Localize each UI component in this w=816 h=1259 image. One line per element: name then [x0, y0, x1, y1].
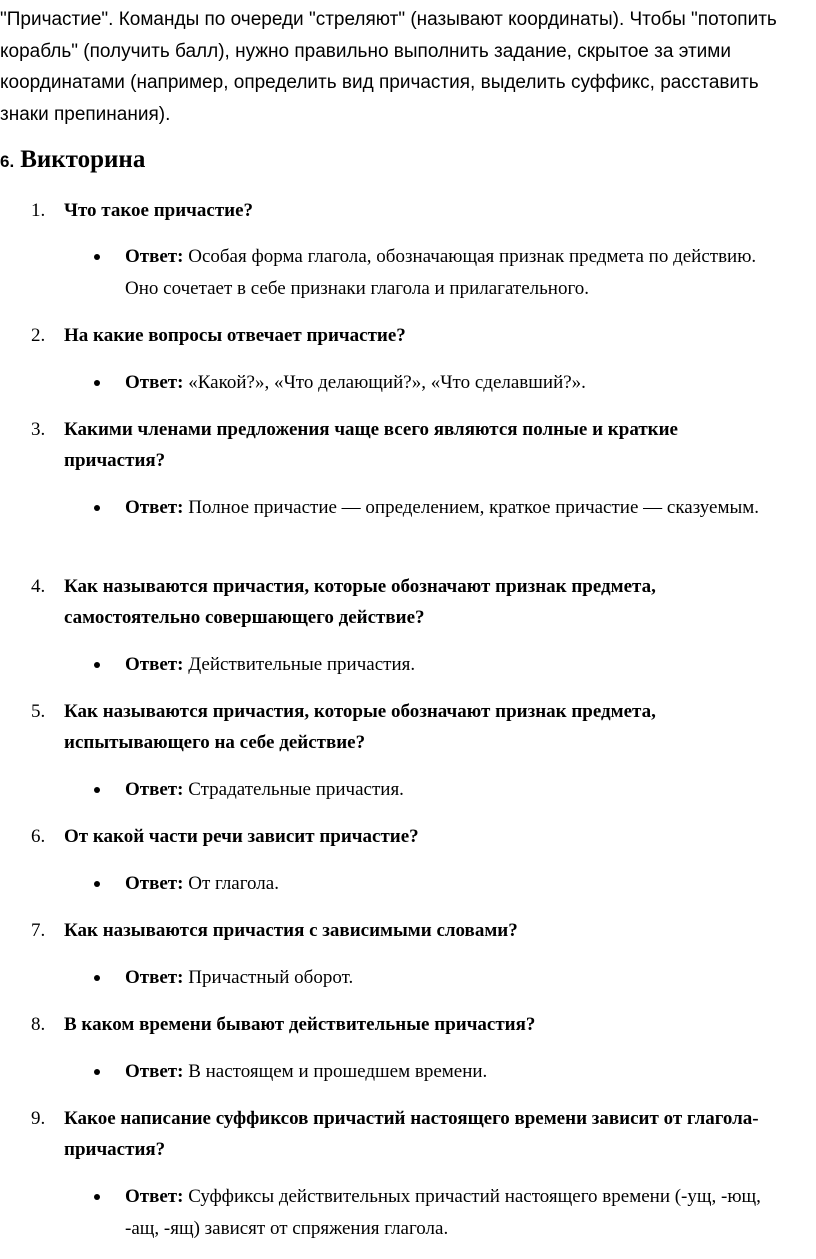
- answer-label: Ответ:: [125, 1061, 184, 1082]
- question-number: 9.: [31, 1108, 46, 1129]
- answer-text: [125, 774, 775, 806]
- answer-text: [125, 1181, 775, 1245]
- question-text: На какие вопросы отвечает причастие?: [64, 325, 406, 346]
- answer-body: От глагола.: [188, 873, 279, 894]
- question-text: Что такое причастие?: [64, 200, 254, 221]
- answer-text: [125, 868, 775, 900]
- question-number: 1.: [31, 200, 46, 221]
- answer-label: Ответ:: [125, 497, 184, 518]
- answer-label: Ответ:: [125, 1186, 184, 1207]
- question-text: Какими членами предложения чаще всего являются полные и краткие причастия?: [64, 419, 678, 471]
- question-text: Как называются причастия с зависимыми словами?: [64, 920, 518, 941]
- section-title: Викторина: [20, 146, 146, 173]
- intro-paragraph: "Причастие". Команды по очереди "стреляют" (называют координаты). Чтобы "потопить корабль" (получить балл), нужно правильно выполнить задание, скрытое за этими координатами (например, определить вид причастия, выделить суффикс, расставить знаки препинания).: [0, 9, 777, 125]
- answer-body: Действительные причастия.: [188, 654, 416, 675]
- answer-label: Ответ:: [125, 873, 184, 894]
- bullet-icon: [94, 254, 100, 260]
- bullet-icon: [94, 380, 100, 386]
- question-text: Как называются причастия, которые обозначают признак предмета, самостоятельно совершающего действие?: [64, 576, 656, 628]
- answer-label: Ответ:: [125, 779, 184, 800]
- question-text: От какой части речи зависит причастие?: [64, 826, 419, 847]
- question-number: 7.: [31, 920, 46, 941]
- question-number: 4.: [31, 576, 46, 597]
- question-number: 5.: [31, 701, 46, 722]
- answer-label: Ответ:: [125, 246, 184, 267]
- bullet-icon: [94, 881, 100, 887]
- section-heading: [0, 146, 145, 174]
- answer-text: [125, 1056, 775, 1088]
- question-number: 3.: [31, 419, 46, 440]
- bullet-icon: [94, 1194, 100, 1200]
- bullet-icon: [94, 505, 100, 511]
- answer-body: Особая форма глагола, обозначающая признак предмета по действию. Оно сочетает в себе признаки глагола и прилагательного.: [125, 246, 757, 299]
- question-text: Какое написание суффиксов причастий настоящего времени зависит от глагола-причастия?: [64, 1108, 759, 1160]
- answer-body: Причастный оборот.: [188, 967, 354, 988]
- answer-body: «Какой?», «Что делающий?», «Что сделавший?».: [188, 372, 586, 393]
- question-text: В каком времени бывают действительные причастия?: [64, 1014, 536, 1035]
- answer-label: Ответ:: [125, 967, 184, 988]
- answer-label: Ответ:: [125, 372, 184, 393]
- answer-body: В настоящем и прошедшем времени.: [188, 1061, 488, 1082]
- question-number: 6.: [31, 826, 46, 847]
- answer-body: Суффиксы действительных причастий настоящего времени (-ущ, -ющ, -ащ, -ящ) зависят от спряжения глагола.: [125, 1186, 761, 1239]
- bullet-icon: [94, 975, 100, 981]
- bullet-icon: [94, 662, 100, 668]
- bullet-icon: [94, 1069, 100, 1075]
- question-number: 8.: [31, 1014, 46, 1035]
- answer-body: Страдательные причастия.: [188, 779, 404, 800]
- answer-text: [125, 367, 775, 399]
- answer-text: [125, 962, 775, 994]
- section-number: 6.: [0, 152, 15, 171]
- answer-text: [125, 492, 775, 524]
- question-text: Как называются причастия, которые обозначают признак предмета, испытывающего на себе действие?: [64, 701, 656, 753]
- question-number: 2.: [31, 325, 46, 346]
- bullet-icon: [94, 787, 100, 793]
- answer-label: Ответ:: [125, 654, 184, 675]
- answer-text: [125, 241, 775, 305]
- answer-body: Полное причастие — определением, краткое причастие — сказуемым.: [188, 497, 760, 518]
- answer-text: [125, 649, 775, 681]
